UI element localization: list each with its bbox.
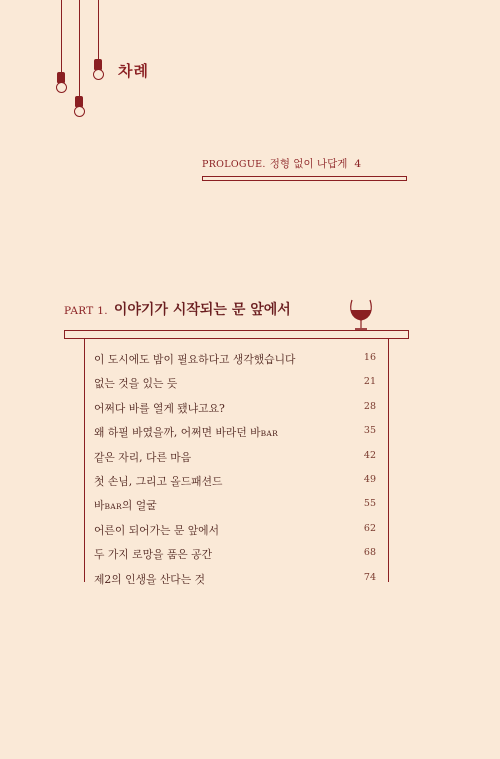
toc-entry[interactable] [94,569,376,593]
toc-entry-page: 21 [363,376,376,388]
toc-entry[interactable] [94,373,376,397]
toc-entry-suffix: BAR [104,502,122,512]
toc-entry[interactable] [94,544,376,568]
page-title: 차례 [118,62,149,80]
toc-entry-title [94,498,157,513]
toc-entry-page: 16 [363,352,376,363]
toc-entry-title: 제2의 인생을 산다는 것 [94,572,206,586]
toc-entry-title: 두 가지 로망을 품은 공간 [94,548,213,562]
toc-entry[interactable] [94,520,376,544]
prologue-entry[interactable] [202,156,361,171]
toc-entry-title-text: 왜 하필 바였을까, 어쩌면 바라던 바 [94,426,261,440]
lamp-wire [61,0,62,72]
toc-entry[interactable] [94,495,376,519]
toc-entry[interactable] [94,349,376,373]
toc-entry-title: 어른이 되어가는 문 앞에서 [94,523,220,537]
toc-entry-page: 55 [363,498,376,510]
toc-entry-title: 이 도시에도 밤이 필요하다고 생각했습니다 [94,353,296,366]
prologue-underline [202,176,407,181]
bulb-icon [93,69,104,80]
toc-entry[interactable] [94,398,376,422]
toc-entry-page: 28 [363,400,376,412]
toc-entry[interactable] [94,471,376,495]
toc-entry-page: 62 [363,522,376,534]
toc-entry-title-rest: 의 얼굴 [121,499,157,513]
toc-entry-title: 같은 자리, 다른 마음 [94,450,192,464]
prologue-title: 정형 없이 나답게 [269,158,348,170]
prologue-label: PROLOGUE. [202,159,266,170]
toc-entry-page: 68 [363,547,376,559]
toc-entry-suffix: BAR [260,429,279,439]
toc-entry-page: 35 [363,425,376,437]
toc-entry-page: 42 [363,449,376,461]
bulb-icon [56,82,67,93]
toc-entry-page: 74 [363,571,376,583]
lamp-wire [79,0,80,96]
toc-entry-title: 첫 손님, 그리고 올드패션드 [94,474,223,488]
toc-entry[interactable] [94,422,376,446]
brandy-glass-icon [346,297,382,331]
lamp-wire [98,0,99,59]
shelf-leg-left [84,339,85,582]
toc-entry-page: 49 [363,473,376,485]
toc-entry[interactable] [94,447,376,471]
prologue-page: 4 [354,158,362,170]
toc-entry-title [94,425,278,440]
part-title: 이야기가 시작되는 문 앞에서 [113,302,291,318]
bulb-icon [74,106,85,117]
toc-entry-title-text: 바 [94,499,105,513]
toc-entry-title: 없는 것을 있는 듯 [94,377,178,391]
part-label: PART 1. [64,305,108,317]
toc-entry-title: 어쩌다 바를 열게 됐냐고요? [94,401,225,415]
part-header [64,299,291,319]
shelf [64,330,409,339]
toc-list [94,349,376,593]
shelf-leg-right [388,339,389,582]
